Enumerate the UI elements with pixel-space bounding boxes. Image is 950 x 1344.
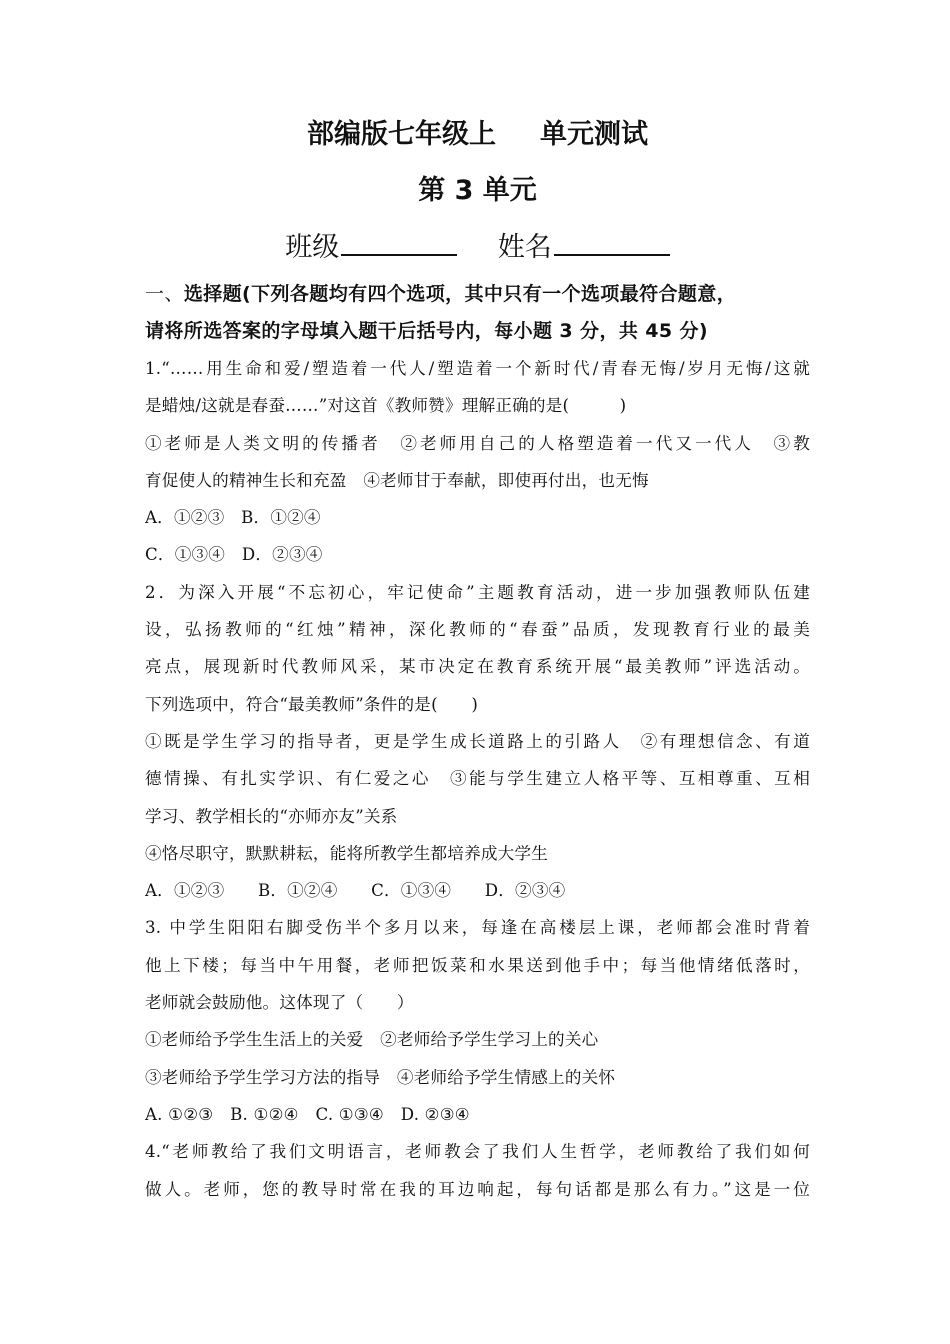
question-stem-line: 4.“老师教给了我们文明语言，老师教会了我们人生哲学，老师教给了我们如何 [145,1142,810,1162]
statement-line: 育促使人的精神生长和充盈 ④老师甘于奉献，即使再付出，也无悔 [145,470,649,490]
options-line: A．①②③ B．①②④ [145,508,321,528]
statement-line: 德情操、有扎实学识、有仁爱之心 ③能与学生建立人格平等、互相尊重、互相 [145,769,810,789]
name-field [498,232,670,263]
options-line: A．①②③ B．①②④ C．①③④ D．②③④ [145,881,566,901]
name-blank [554,228,670,256]
question-2 [145,574,810,910]
exam-page [145,108,810,1208]
section-heading-line-2: 请将所选答案的字母填入题干后括号内，每小题 3 分，共 45 分) [145,320,709,342]
class-field [285,232,466,263]
options-line: C．①③④ D．②③④ [145,545,323,565]
statement-line: 学习、教学相长的“亦师亦友”关系 [145,806,398,826]
question-stem-line: 1.“……用生命和爱/塑造着一代人/塑造着一个新时代/青春无悔/岁月无悔/这就 [145,359,810,378]
question-3 [145,909,810,1133]
student-info-line [145,220,810,276]
section-heading [145,276,810,350]
question-4 [145,1133,810,1208]
unit-title: 第 3 单元 [418,175,537,206]
question-stem-line: 是蜡烛/这就是春蚕……”对这首《教师赞》理解正确的是( ) [145,396,627,416]
statement-line: ④恪尽职守，默默耕耘，能将所教学生都培养成大学生 [145,843,549,863]
class-blank [341,228,457,256]
question-stem-line: 下列选项中，符合“最美教师”条件的是( ) [145,694,479,714]
question-stem-line: 3. 中学生阳阳右脚受伤半个多月以来，每逢在高楼层上课，老师都会准时背着 [145,918,810,938]
class-label: 班级 [285,232,340,263]
statement-line: ③老师给予学生学习方法的指导 ④老师给予学生情感上的关怀 [145,1067,616,1087]
question-stem-line: 亮点，展现新时代教师风采，某市决定在教育系统开展“最美教师”评选活动。 [145,657,810,677]
question-stem-line: 老师就会鼓励他。这体现了（ ） [145,993,414,1013]
question-stem-line: 做人。老师，您的教导时常在我的耳边响起，每句话都是那么有力。”这是一位 [145,1179,810,1199]
name-label: 姓名 [497,232,552,263]
question-stem-line: 2．为深入开展“不忘初心，牢记使命”主题教育活动，进一步加强教师队伍建 [145,582,810,602]
statement-line: ①既是学生学习的指导者，更是学生成长道路上的引路人 ②有理想信念、有道 [145,731,810,751]
question-stem-line: 他上下楼；每当中午用餐，老师把饭菜和水果送到他手中；每当他情绪低落时， [145,955,810,975]
options-line: A. ①②③ B. ①②④ C. ①③④ D. ②③④ [145,1104,470,1124]
section-heading-line-1: 一、选择题(下列各题均有四个选项，其中只有一个选项最符合题意， [145,283,737,305]
title-grade: 部编版七年级上 [307,119,496,150]
question-stem-line: 设，弘扬教师的“红烛”精神，深化教师的“春蚕”品质，发现教育行业的最美 [145,620,810,640]
statement-line: ①老师是人类文明的传播者 ②老师用自己的人格塑造着一代又一代人 ③教 [145,433,810,453]
question-1 [145,350,810,574]
title-test: 单元测试 [540,119,648,150]
section-number: 一、 [145,283,184,305]
statement-line: ①老师给予学生生活上的关爱 ②老师给予学生学习上的关心 [145,1030,599,1050]
page-title [145,108,810,162]
